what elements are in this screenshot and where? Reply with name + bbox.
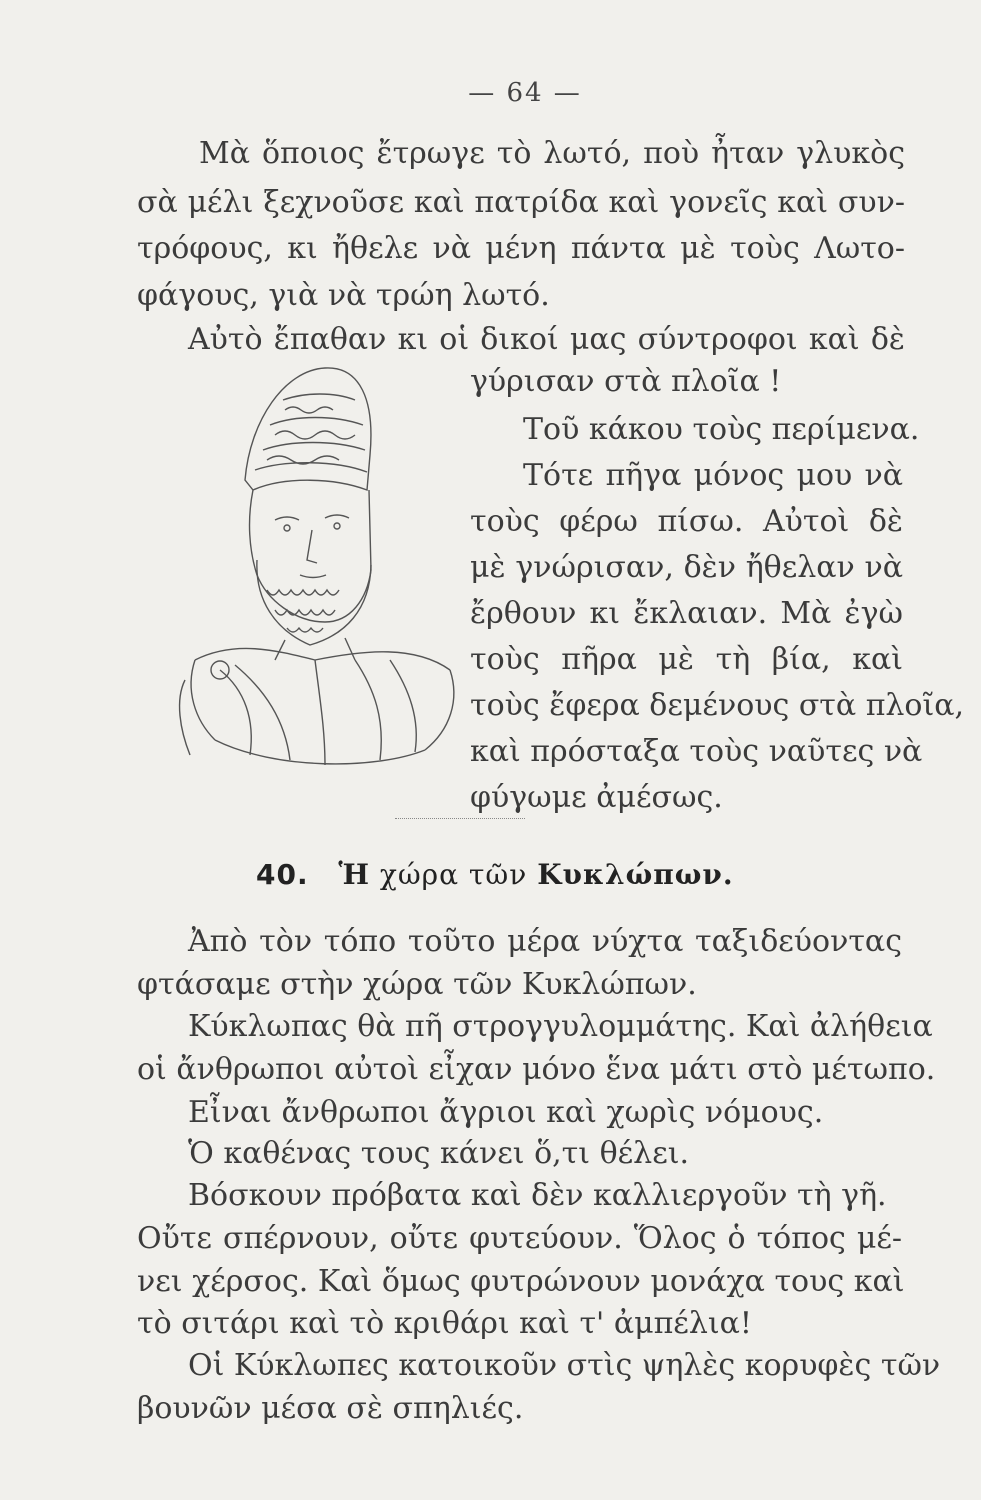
section-title-end: Κυκλώπων. [537,858,734,891]
text-line: Τότε πῆγα μόνος μου νὰ [523,458,903,493]
section-heading [256,858,734,891]
text-line: Τοῦ κάκου τοὺς περίμενα. [523,412,920,447]
text-line: τρόφους, κι ἤθελε νὰ μένη πάντα μὲ τοὺς Λωτο- [137,231,905,266]
text-line: φύγωμε ἀμέσως. [470,780,723,815]
text-line: τοὺς πῆρα μὲ τὴ βία, καὶ [470,642,903,677]
text-line: Κύκλωπας θὰ πῆ στρογγυλομμάτης. Καὶ ἀλήθεια [188,1009,933,1044]
text-line: Εἶναι ἄνθρωποι ἄγριοι καὶ χωρὶς νόμους. [188,1095,824,1130]
section-number: 40. [256,858,309,891]
text-line: Αὐτὸ ἔπαθαν κι οἱ δικοί μας σύντροφοι καὶ δὲ [188,322,905,357]
text-line: μὲ γνώρισαν, δὲν ἤθελαν νὰ [470,550,903,585]
text-line: φτάσαμε στὴν χώρα τῶν Κυκλώπων. [137,967,697,1002]
text-line: οἱ ἄνθρωποι αὐτοὶ εἶχαν μόνο ἕνα μάτι στὸ μέτωπο. [137,1052,936,1087]
text-line: βουνῶν μέσα σὲ σπηλιές. [137,1391,524,1426]
section-title-mid: χώρα τῶν [379,858,528,891]
text-line: τοὺς φέρω πίσω. Αὐτοὶ δὲ [470,504,903,539]
text-line: τὸ σιτάρι καὶ τὸ κριθάρι καὶ τ' ἀμπέλια! [137,1306,752,1341]
section-title-article: Ἡ [338,858,370,891]
text-line: γύρισαν στὰ πλοῖα ! [470,364,782,399]
text-line: σὰ μέλι ξεχνοῦσε καὶ πατρίδα καὶ γονεῖς καὶ συν- [137,185,905,220]
text-line: Ὁ καθένας τους κάνει ὅ,τι θέλει. [188,1136,690,1171]
text-line: νει χέρσος. Καὶ ὅμως φυτρώνουν μονάχα τους καὶ [137,1264,905,1299]
text-line: τοὺς ἔφερα δεμένους στὰ πλοῖα, [470,688,965,723]
bearded-man-portrait-illustration [175,360,465,780]
text-line: Οἱ Κύκλωπες κατοικοῦν στὶς ψηλὲς κορυφὲς τῶν [188,1348,941,1383]
text-line: Ἀπὸ τὸν τόπο τοῦτο μέρα νύχτα ταξιδεύοντας [188,924,902,959]
text-line: Βόσκουν πρόβατα καὶ δὲν καλλιεργοῦν τὴ γῆ. [188,1178,887,1213]
text-line: Μὰ ὅποιος ἔτρωγε τὸ λωτό, ποὺ ἦταν γλυκὸς [199,136,905,171]
section-separator [395,818,525,819]
page-number: — 64 — [468,78,582,108]
text-line: Οὔτε σπέρνουν, οὔτε φυτεύουν. Ὅλος ὁ τόπος μέ- [137,1221,902,1256]
text-line: φάγους, γιὰ νὰ τρώη λωτό. [137,278,550,313]
text-line: ἔρθουν κι ἔκλαιαν. Μὰ ἐγὼ [470,596,903,631]
text-line: καὶ πρόσταξα τοὺς ναῦτες νὰ [470,734,923,769]
